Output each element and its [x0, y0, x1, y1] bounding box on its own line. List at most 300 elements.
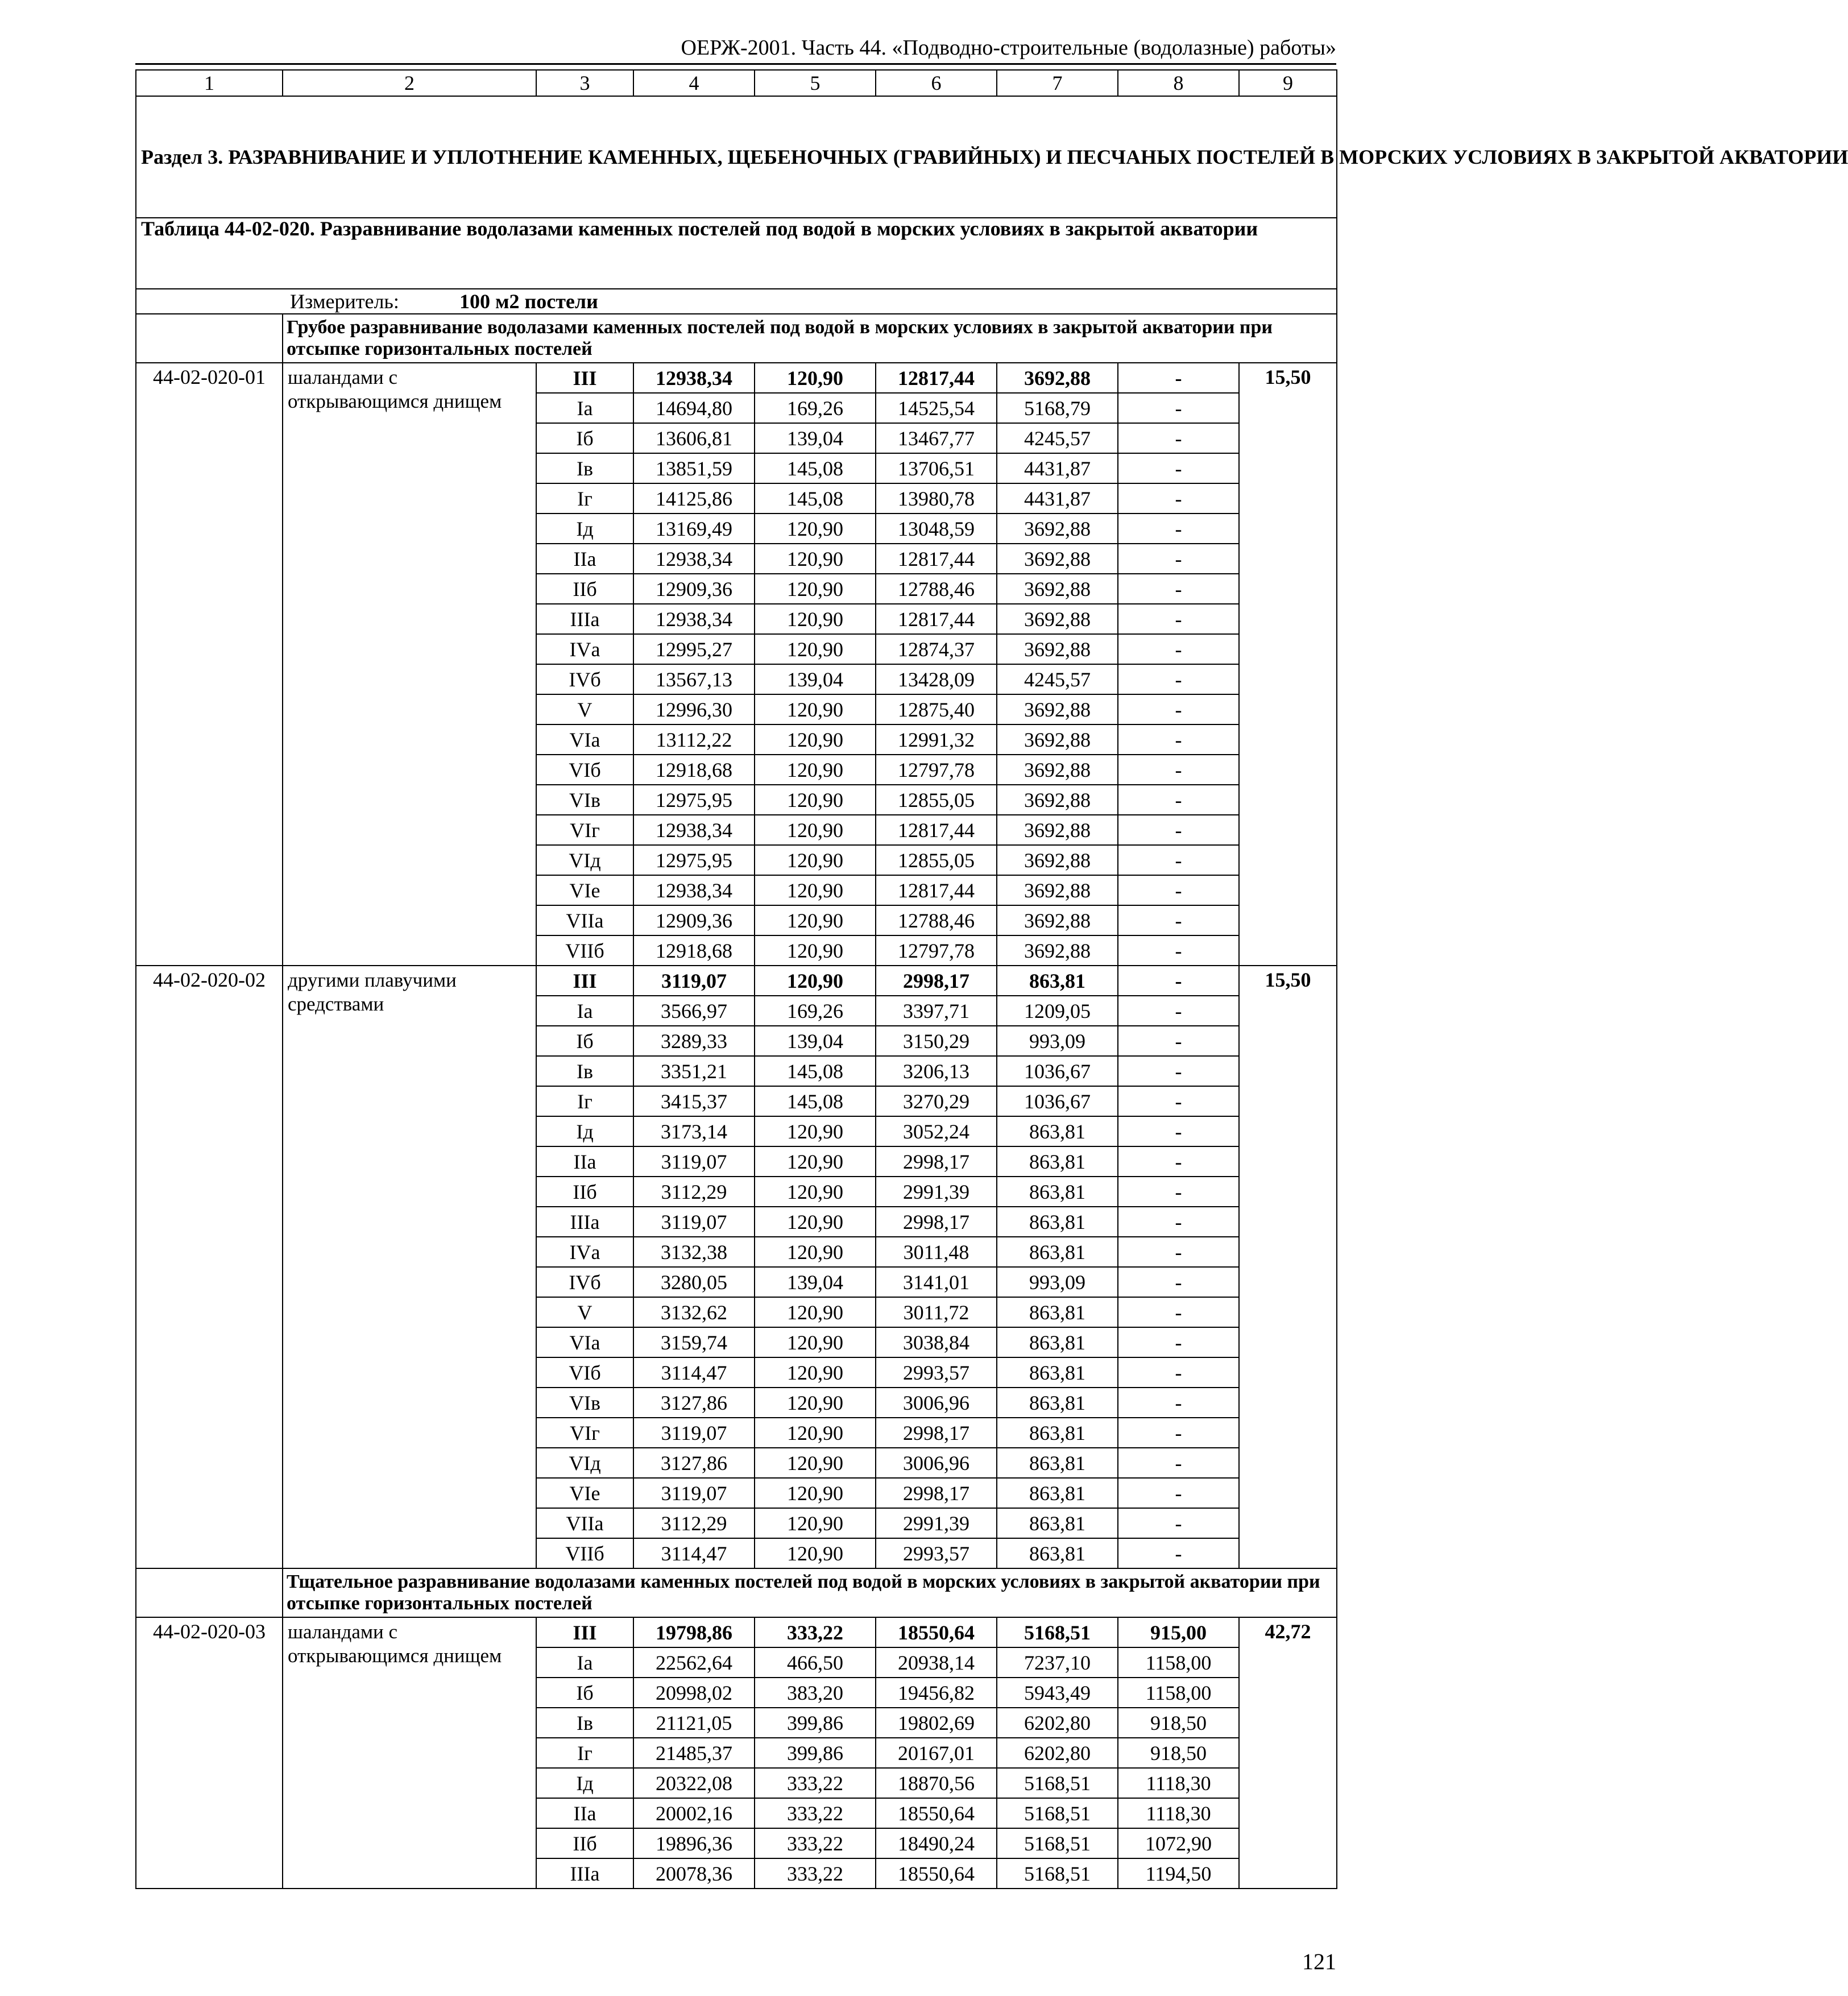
wages-cell: 399,86 — [755, 1708, 876, 1738]
machinist-wages-cell: 5943,49 — [997, 1678, 1118, 1708]
wages-cell: 120,90 — [755, 935, 876, 966]
category-cell: VIв — [536, 785, 633, 815]
materials-cell: - — [1118, 966, 1239, 996]
column-number: 4 — [633, 70, 755, 96]
machinist-wages-cell: 863,81 — [997, 1478, 1118, 1508]
category-cell: IVа — [536, 1237, 633, 1267]
total-cost-cell: 22562,64 — [633, 1647, 755, 1678]
machinist-wages-cell: 4431,87 — [997, 453, 1118, 483]
total-cost-cell: 21121,05 — [633, 1708, 755, 1738]
machines-cell: 18550,64 — [876, 1858, 997, 1889]
machinist-wages-cell: 3692,88 — [997, 694, 1118, 724]
machines-cell: 12817,44 — [876, 363, 997, 393]
category-cell: IIа — [536, 1798, 633, 1828]
labor-cost-cell: 42,72 — [1239, 1617, 1337, 1889]
wages-cell: 120,90 — [755, 755, 876, 785]
machinist-wages-cell: 4245,57 — [997, 423, 1118, 453]
machines-cell: 20167,01 — [876, 1738, 997, 1768]
machines-cell: 12855,05 — [876, 785, 997, 815]
wages-cell: 120,90 — [755, 1207, 876, 1237]
machinist-wages-cell: 3692,88 — [997, 514, 1118, 544]
machines-cell: 2998,17 — [876, 1146, 997, 1177]
rate-code: 44-02-020-01 — [136, 363, 283, 966]
materials-cell: - — [1118, 664, 1239, 694]
running-header: ОЕРЖ-2001. Часть 44. «Подводно-строительные (водолазные) работы» — [681, 36, 1336, 60]
machinist-wages-cell: 863,81 — [997, 1116, 1118, 1146]
header-rule — [135, 63, 1336, 65]
machinist-wages-cell: 3692,88 — [997, 785, 1118, 815]
category-cell: VIIа — [536, 1508, 633, 1538]
materials-cell: - — [1118, 1327, 1239, 1357]
machines-cell: 3006,96 — [876, 1448, 997, 1478]
wages-cell: 120,90 — [755, 875, 876, 905]
total-cost-cell: 3127,86 — [633, 1448, 755, 1478]
total-cost-cell: 13567,13 — [633, 664, 755, 694]
wages-cell: 120,90 — [755, 604, 876, 634]
total-cost-cell: 12996,30 — [633, 694, 755, 724]
machines-cell: 3011,48 — [876, 1237, 997, 1267]
machines-cell: 2998,17 — [876, 1418, 997, 1448]
category-cell: VIIа — [536, 905, 633, 935]
machinist-wages-cell: 993,09 — [997, 1267, 1118, 1297]
category-cell: Iа — [536, 393, 633, 423]
total-cost-cell: 3566,97 — [633, 996, 755, 1026]
machines-cell: 12855,05 — [876, 845, 997, 875]
machines-cell: 3397,71 — [876, 996, 997, 1026]
machines-cell: 12817,44 — [876, 815, 997, 845]
total-cost-cell: 3119,07 — [633, 966, 755, 996]
wages-cell: 333,22 — [755, 1798, 876, 1828]
labor-cost-cell: 15,50 — [1239, 966, 1337, 1568]
machinist-wages-cell: 1036,67 — [997, 1056, 1118, 1086]
category-cell: IIб — [536, 1177, 633, 1207]
materials-cell: 1118,30 — [1118, 1798, 1239, 1828]
machines-cell: 12817,44 — [876, 875, 997, 905]
category-cell: VIа — [536, 1327, 633, 1357]
materials-cell: - — [1118, 1418, 1239, 1448]
machines-cell: 12797,78 — [876, 935, 997, 966]
total-cost-cell: 12938,34 — [633, 604, 755, 634]
category-cell: Iб — [536, 423, 633, 453]
machinist-wages-cell: 863,81 — [997, 1418, 1118, 1448]
total-cost-cell: 13606,81 — [633, 423, 755, 453]
materials-cell: - — [1118, 1297, 1239, 1327]
machines-cell: 2993,57 — [876, 1357, 997, 1388]
table-row — [136, 363, 1337, 393]
rates-table — [135, 69, 1848, 1889]
wages-cell: 120,90 — [755, 544, 876, 574]
machines-cell: 3006,96 — [876, 1388, 997, 1418]
rate-code: 44-02-020-03 — [136, 1617, 283, 1889]
materials-cell: - — [1118, 423, 1239, 453]
materials-cell: - — [1118, 905, 1239, 935]
wages-cell: 120,90 — [755, 905, 876, 935]
section-title: Раздел 3. РАЗРАВНИВАНИЕ И УПЛОТНЕНИЕ КАМЕННЫХ, ЩЕБЕНОЧНЫХ (ГРАВИЙНЫХ) И ПЕСЧАНЫХ ПОСТЕЛЕЙ В МОРСКИХ УСЛОВИЯХ В ЗАКРЫТОЙ АКВАТОРИИ — [136, 96, 1337, 218]
materials-cell: - — [1118, 544, 1239, 574]
category-cell: Iб — [536, 1678, 633, 1708]
category-cell: IIIа — [536, 604, 633, 634]
machinist-wages-cell: 863,81 — [997, 1388, 1118, 1418]
category-cell: VIе — [536, 1478, 633, 1508]
machines-cell: 12874,37 — [876, 634, 997, 664]
wages-cell: 120,90 — [755, 574, 876, 604]
materials-cell: - — [1118, 815, 1239, 845]
wages-cell: 120,90 — [755, 1418, 876, 1448]
materials-cell: 918,50 — [1118, 1738, 1239, 1768]
category-cell: IVа — [536, 634, 633, 664]
wages-cell: 169,26 — [755, 393, 876, 423]
machines-cell: 14525,54 — [876, 393, 997, 423]
category-cell: VIа — [536, 724, 633, 755]
total-cost-cell: 3114,47 — [633, 1357, 755, 1388]
machinist-wages-cell: 863,81 — [997, 1207, 1118, 1237]
materials-cell: - — [1118, 1207, 1239, 1237]
total-cost-cell: 3119,07 — [633, 1207, 755, 1237]
table-row — [136, 966, 1337, 996]
materials-cell: - — [1118, 1508, 1239, 1538]
category-cell: Iг — [536, 483, 633, 514]
materials-cell: 1072,90 — [1118, 1828, 1239, 1858]
materials-cell: - — [1118, 845, 1239, 875]
materials-cell: - — [1118, 1237, 1239, 1267]
total-cost-cell: 20998,02 — [633, 1678, 755, 1708]
machinist-wages-cell: 3692,88 — [997, 845, 1118, 875]
rate-code: 44-02-020-02 — [136, 966, 283, 1568]
wages-cell: 120,90 — [755, 1478, 876, 1508]
machinist-wages-cell: 3692,88 — [997, 905, 1118, 935]
total-cost-cell: 12909,36 — [633, 574, 755, 604]
machinist-wages-cell: 5168,51 — [997, 1617, 1118, 1647]
category-cell: Iв — [536, 1056, 633, 1086]
category-cell: IVб — [536, 664, 633, 694]
wages-cell: 120,90 — [755, 363, 876, 393]
materials-cell: - — [1118, 514, 1239, 544]
total-cost-cell: 3119,07 — [633, 1478, 755, 1508]
category-cell: V — [536, 1297, 633, 1327]
materials-cell: - — [1118, 393, 1239, 423]
machines-cell: 3270,29 — [876, 1086, 997, 1116]
category-cell: VIд — [536, 845, 633, 875]
total-cost-cell: 3119,07 — [633, 1146, 755, 1177]
machines-cell: 20938,14 — [876, 1647, 997, 1678]
category-cell: IIIа — [536, 1207, 633, 1237]
machinist-wages-cell: 1036,67 — [997, 1086, 1118, 1116]
materials-cell: - — [1118, 1177, 1239, 1207]
machinist-wages-cell: 863,81 — [997, 1297, 1118, 1327]
machines-cell: 13428,09 — [876, 664, 997, 694]
column-number: 7 — [997, 70, 1118, 96]
machines-cell: 12797,78 — [876, 755, 997, 785]
category-cell: Iд — [536, 1116, 633, 1146]
unit-label: Измеритель: — [290, 290, 399, 313]
machinist-wages-cell: 1209,05 — [997, 996, 1118, 1026]
materials-cell: - — [1118, 875, 1239, 905]
machines-cell: 3141,01 — [876, 1267, 997, 1297]
section-title-row — [136, 96, 1337, 218]
machinist-wages-cell: 863,81 — [997, 1146, 1118, 1177]
materials-cell: - — [1118, 453, 1239, 483]
machinist-wages-cell: 5168,51 — [997, 1828, 1118, 1858]
total-cost-cell: 12938,34 — [633, 815, 755, 845]
machinist-wages-cell: 3692,88 — [997, 574, 1118, 604]
machinist-wages-cell: 3692,88 — [997, 724, 1118, 755]
subheading-spacer — [136, 314, 283, 363]
category-cell: Iд — [536, 1768, 633, 1798]
machines-cell: 13467,77 — [876, 423, 997, 453]
materials-cell: - — [1118, 1086, 1239, 1116]
total-cost-cell: 12918,68 — [633, 935, 755, 966]
machinist-wages-cell: 863,81 — [997, 1538, 1118, 1568]
column-number: 3 — [536, 70, 633, 96]
wages-cell: 145,08 — [755, 483, 876, 514]
machines-cell: 3052,24 — [876, 1116, 997, 1146]
wages-cell: 399,86 — [755, 1738, 876, 1768]
machinist-wages-cell: 6202,80 — [997, 1708, 1118, 1738]
machinist-wages-cell: 863,81 — [997, 1357, 1118, 1388]
machines-cell: 12817,44 — [876, 604, 997, 634]
total-cost-cell: 3280,05 — [633, 1267, 755, 1297]
work-name: другими плавучими средствами — [283, 966, 536, 1568]
machinist-wages-cell: 3692,88 — [997, 634, 1118, 664]
total-cost-cell: 14125,86 — [633, 483, 755, 514]
materials-cell: - — [1118, 1026, 1239, 1056]
total-cost-cell: 13169,49 — [633, 514, 755, 544]
wages-cell: 120,90 — [755, 694, 876, 724]
subheading-text: Грубое разравнивание водолазами каменных постелей под водой в морских условиях в закрытой акватории при отсыпке горизонтальных постелей — [283, 314, 1337, 363]
wages-cell: 139,04 — [755, 1267, 876, 1297]
wages-cell: 120,90 — [755, 1327, 876, 1357]
category-cell: VIд — [536, 1448, 633, 1478]
page-number: 121 — [1302, 1949, 1336, 1974]
machines-cell: 19456,82 — [876, 1678, 997, 1708]
materials-cell: - — [1118, 1146, 1239, 1177]
total-cost-cell: 3351,21 — [633, 1056, 755, 1086]
unit-row — [136, 289, 1337, 314]
category-cell: IIа — [536, 544, 633, 574]
materials-cell: - — [1118, 1357, 1239, 1388]
materials-cell: - — [1118, 1478, 1239, 1508]
category-cell: IVб — [536, 1267, 633, 1297]
wages-cell: 145,08 — [755, 453, 876, 483]
category-cell: Iа — [536, 1647, 633, 1678]
wages-cell: 120,90 — [755, 1508, 876, 1538]
wages-cell: 120,90 — [755, 1538, 876, 1568]
column-number: 2 — [283, 70, 536, 96]
total-cost-cell: 14694,80 — [633, 393, 755, 423]
wages-cell: 120,90 — [755, 815, 876, 845]
category-cell: VIIб — [536, 1538, 633, 1568]
wages-cell: 120,90 — [755, 1297, 876, 1327]
total-cost-cell: 3132,62 — [633, 1297, 755, 1327]
total-cost-cell: 13851,59 — [633, 453, 755, 483]
machines-cell: 18870,56 — [876, 1768, 997, 1798]
table-title: Таблица 44-02-020. Разравнивание водолазами каменных постелей под водой в морских условиях в закрытой акватории — [136, 218, 1337, 289]
machines-cell: 18550,64 — [876, 1617, 997, 1647]
machines-cell: 2998,17 — [876, 1207, 997, 1237]
category-cell: IIб — [536, 1828, 633, 1858]
materials-cell: - — [1118, 1116, 1239, 1146]
machinist-wages-cell: 863,81 — [997, 1508, 1118, 1538]
table-row — [136, 1617, 1337, 1647]
wages-cell: 120,90 — [755, 1357, 876, 1388]
machinist-wages-cell: 5168,51 — [997, 1798, 1118, 1828]
column-number: 5 — [755, 70, 876, 96]
machines-cell: 12991,32 — [876, 724, 997, 755]
total-cost-cell: 21485,37 — [633, 1738, 755, 1768]
category-cell: VIг — [536, 1418, 633, 1448]
machines-cell: 12788,46 — [876, 574, 997, 604]
category-cell: Iа — [536, 996, 633, 1026]
machinist-wages-cell: 5168,51 — [997, 1858, 1118, 1889]
category-cell: VIб — [536, 1357, 633, 1388]
column-number-row — [136, 70, 1337, 96]
total-cost-cell: 3127,86 — [633, 1388, 755, 1418]
machinist-wages-cell: 4245,57 — [997, 664, 1118, 694]
category-cell: VIв — [536, 1388, 633, 1418]
category-cell: Iг — [536, 1738, 633, 1768]
wages-cell: 120,90 — [755, 1146, 876, 1177]
wages-cell: 120,90 — [755, 724, 876, 755]
category-cell: VIIб — [536, 935, 633, 966]
wages-cell: 120,90 — [755, 966, 876, 996]
wages-cell: 120,90 — [755, 1448, 876, 1478]
total-cost-cell: 12995,27 — [633, 634, 755, 664]
machinist-wages-cell: 7237,10 — [997, 1647, 1118, 1678]
category-cell: IIб — [536, 574, 633, 604]
materials-cell: - — [1118, 935, 1239, 966]
materials-cell: - — [1118, 1448, 1239, 1478]
total-cost-cell: 12975,95 — [633, 845, 755, 875]
total-cost-cell: 3114,47 — [633, 1538, 755, 1568]
machinist-wages-cell: 3692,88 — [997, 363, 1118, 393]
machines-cell: 2993,57 — [876, 1538, 997, 1568]
materials-cell: 1158,00 — [1118, 1678, 1239, 1708]
machines-cell: 13048,59 — [876, 514, 997, 544]
machinist-wages-cell: 5168,79 — [997, 393, 1118, 423]
category-cell: Iв — [536, 453, 633, 483]
materials-cell: 918,50 — [1118, 1708, 1239, 1738]
materials-cell: - — [1118, 574, 1239, 604]
wages-cell: 333,22 — [755, 1828, 876, 1858]
total-cost-cell: 3112,29 — [633, 1177, 755, 1207]
total-cost-cell: 20078,36 — [633, 1858, 755, 1889]
category-cell: VIг — [536, 815, 633, 845]
materials-cell: - — [1118, 996, 1239, 1026]
total-cost-cell: 3415,37 — [633, 1086, 755, 1116]
machinist-wages-cell: 6202,80 — [997, 1738, 1118, 1768]
machines-cell: 2998,17 — [876, 966, 997, 996]
machines-cell: 3011,72 — [876, 1297, 997, 1327]
machines-cell: 12817,44 — [876, 544, 997, 574]
materials-cell: - — [1118, 785, 1239, 815]
machinist-wages-cell: 3692,88 — [997, 544, 1118, 574]
column-number: 1 — [136, 70, 283, 96]
total-cost-cell: 3119,07 — [633, 1418, 755, 1448]
category-cell: III — [536, 966, 633, 996]
category-cell: Iг — [536, 1086, 633, 1116]
materials-cell: - — [1118, 724, 1239, 755]
total-cost-cell: 3132,38 — [633, 1237, 755, 1267]
wages-cell: 120,90 — [755, 634, 876, 664]
category-cell: VIб — [536, 755, 633, 785]
materials-cell: - — [1118, 755, 1239, 785]
wages-cell: 120,90 — [755, 845, 876, 875]
materials-cell: - — [1118, 483, 1239, 514]
materials-cell: - — [1118, 1267, 1239, 1297]
machinist-wages-cell: 4431,87 — [997, 483, 1118, 514]
machines-cell: 18550,64 — [876, 1798, 997, 1828]
work-name: шаландами с открывающимся днищем — [283, 363, 536, 966]
materials-cell: - — [1118, 363, 1239, 393]
total-cost-cell: 3173,14 — [633, 1116, 755, 1146]
machines-cell: 3150,29 — [876, 1026, 997, 1056]
unit-value: 100 м2 постели — [459, 290, 598, 313]
machinist-wages-cell: 3692,88 — [997, 935, 1118, 966]
machinist-wages-cell: 863,81 — [997, 966, 1118, 996]
total-cost-cell: 12918,68 — [633, 755, 755, 785]
subheading-spacer — [136, 1568, 283, 1617]
category-cell: Iб — [536, 1026, 633, 1056]
machines-cell: 3038,84 — [876, 1327, 997, 1357]
total-cost-cell: 12909,36 — [633, 905, 755, 935]
category-cell: III — [536, 1617, 633, 1647]
materials-cell: - — [1118, 1388, 1239, 1418]
total-cost-cell: 19798,86 — [633, 1617, 755, 1647]
wages-cell: 139,04 — [755, 664, 876, 694]
total-cost-cell: 12938,34 — [633, 544, 755, 574]
total-cost-cell: 12975,95 — [633, 785, 755, 815]
total-cost-cell: 3289,33 — [633, 1026, 755, 1056]
machinist-wages-cell: 5168,51 — [997, 1768, 1118, 1798]
total-cost-cell: 20002,16 — [633, 1798, 755, 1828]
machinist-wages-cell: 3692,88 — [997, 875, 1118, 905]
machines-cell: 19802,69 — [876, 1708, 997, 1738]
wages-cell: 120,90 — [755, 1388, 876, 1418]
materials-cell: - — [1118, 634, 1239, 664]
wages-cell: 333,22 — [755, 1617, 876, 1647]
machinist-wages-cell: 3692,88 — [997, 815, 1118, 845]
machines-cell: 12875,40 — [876, 694, 997, 724]
materials-cell: 1118,30 — [1118, 1768, 1239, 1798]
subheading-text: Тщательное разравнивание водолазами каменных постелей под водой в морских условиях в закрытой акватории при отсыпке горизонтальных постелей — [283, 1568, 1337, 1617]
machines-cell: 2998,17 — [876, 1478, 997, 1508]
machines-cell: 13706,51 — [876, 453, 997, 483]
machinist-wages-cell: 3692,88 — [997, 755, 1118, 785]
machinist-wages-cell: 863,81 — [997, 1237, 1118, 1267]
category-cell: VIе — [536, 875, 633, 905]
wages-cell: 120,90 — [755, 1177, 876, 1207]
wages-cell: 466,50 — [755, 1647, 876, 1678]
machinist-wages-cell: 863,81 — [997, 1177, 1118, 1207]
wages-cell: 145,08 — [755, 1056, 876, 1086]
column-number: 8 — [1118, 70, 1239, 96]
category-cell: Iв — [536, 1708, 633, 1738]
wages-cell: 383,20 — [755, 1678, 876, 1708]
materials-cell: 1194,50 — [1118, 1858, 1239, 1889]
unit-cell — [136, 289, 1337, 314]
total-cost-cell: 13112,22 — [633, 724, 755, 755]
wages-cell: 145,08 — [755, 1086, 876, 1116]
category-cell: IIIа — [536, 1858, 633, 1889]
wages-cell: 169,26 — [755, 996, 876, 1026]
machines-cell: 3206,13 — [876, 1056, 997, 1086]
column-number: 6 — [876, 70, 997, 96]
machines-cell: 2991,39 — [876, 1177, 997, 1207]
machinist-wages-cell: 3692,88 — [997, 604, 1118, 634]
wages-cell: 333,22 — [755, 1858, 876, 1889]
category-cell: Iд — [536, 514, 633, 544]
category-cell: IIа — [536, 1146, 633, 1177]
